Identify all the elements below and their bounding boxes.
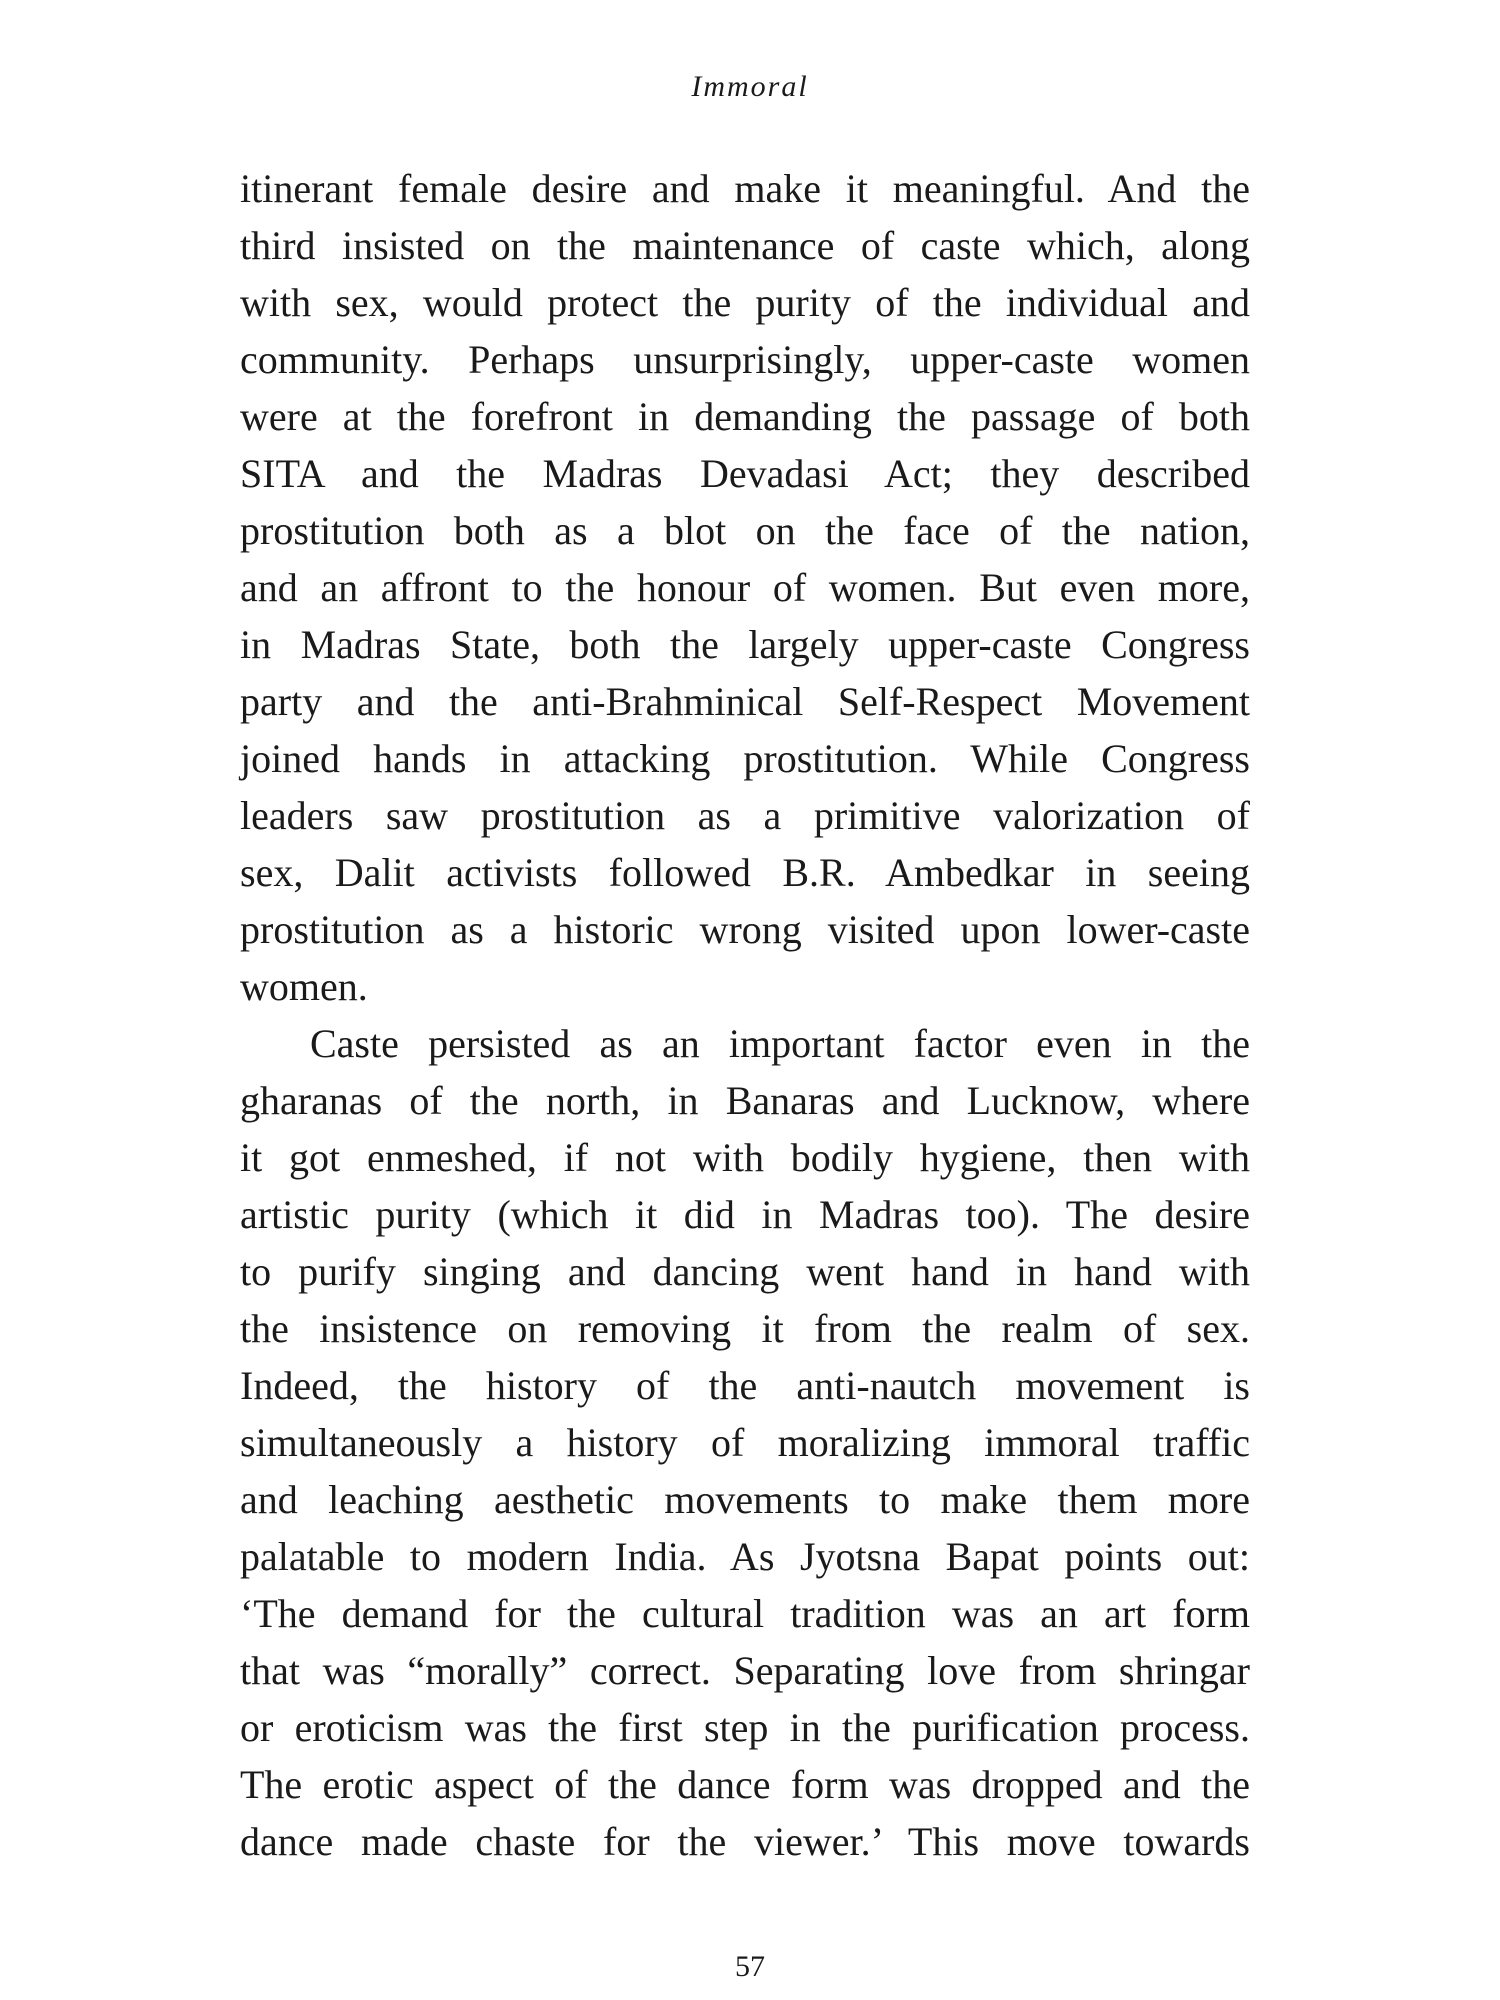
text-line: with sex, would protect the purity of the individual and bbox=[240, 280, 1250, 325]
text-line: party and the anti-Brahminical Self-Respect Movement bbox=[240, 679, 1250, 724]
text-line: leaders saw prostitution as a primitive valorization of bbox=[240, 793, 1250, 838]
text-line: the insistence on removing it from the realm of sex. bbox=[240, 1306, 1250, 1351]
text-line: itinerant female desire and make it meaningful. And the bbox=[240, 166, 1250, 211]
body-text bbox=[240, 160, 1250, 1870]
text-line: Caste persisted as an important factor even in the bbox=[310, 1021, 1250, 1066]
text-line: simultaneously a history of moralizing immoral traffic bbox=[240, 1420, 1250, 1465]
text-line: women. bbox=[240, 964, 368, 1009]
text-line: palatable to modern India. As Jyotsna Bapat points out: bbox=[240, 1534, 1250, 1579]
text-line: artistic purity (which it did in Madras too). The desire bbox=[240, 1192, 1250, 1237]
text-line: were at the forefront in demanding the passage of both bbox=[240, 394, 1250, 439]
page-number: 57 bbox=[735, 1950, 765, 1983]
text-line: joined hands in attacking prostitution. While Congress bbox=[240, 736, 1250, 781]
text-line: and leaching aesthetic movements to make them more bbox=[240, 1477, 1250, 1522]
text-line: SITA and the Madras Devadasi Act; they described bbox=[240, 451, 1250, 496]
text-line: prostitution both as a blot on the face of the nation, bbox=[240, 508, 1250, 553]
text-line: sex, Dalit activists followed B.R. Ambedkar in seeing bbox=[240, 850, 1250, 895]
running-head: Immoral bbox=[691, 70, 809, 103]
text-line: prostitution as a historic wrong visited upon lower-caste bbox=[240, 907, 1250, 952]
text-line: dance made chaste for the viewer.’ This move towards bbox=[240, 1819, 1250, 1864]
text-line: that was “morally” correct. Separating love from shringar bbox=[240, 1648, 1250, 1693]
text-line: ‘The demand for the cultural tradition was an art form bbox=[240, 1591, 1250, 1636]
text-line: The erotic aspect of the dance form was dropped and the bbox=[240, 1762, 1250, 1807]
text-line: to purify singing and dancing went hand in hand with bbox=[240, 1249, 1250, 1294]
paragraph-1 bbox=[240, 160, 1250, 1015]
text-line: Indeed, the history of the anti-nautch movement is bbox=[240, 1363, 1250, 1408]
text-line: community. Perhaps unsurprisingly, upper-caste women bbox=[240, 337, 1250, 382]
text-line: it got enmeshed, if not with bodily hygiene, then with bbox=[240, 1135, 1250, 1180]
text-line: and an affront to the honour of women. But even more, bbox=[240, 565, 1250, 610]
text-line: third insisted on the maintenance of caste which, along bbox=[240, 223, 1250, 268]
paragraph-2 bbox=[240, 1015, 1250, 1870]
text-line: gharanas of the north, in Banaras and Lucknow, where bbox=[240, 1078, 1250, 1123]
text-line: in Madras State, both the largely upper-caste Congress bbox=[240, 622, 1250, 667]
text-line: or eroticism was the first step in the purification process. bbox=[240, 1705, 1250, 1750]
